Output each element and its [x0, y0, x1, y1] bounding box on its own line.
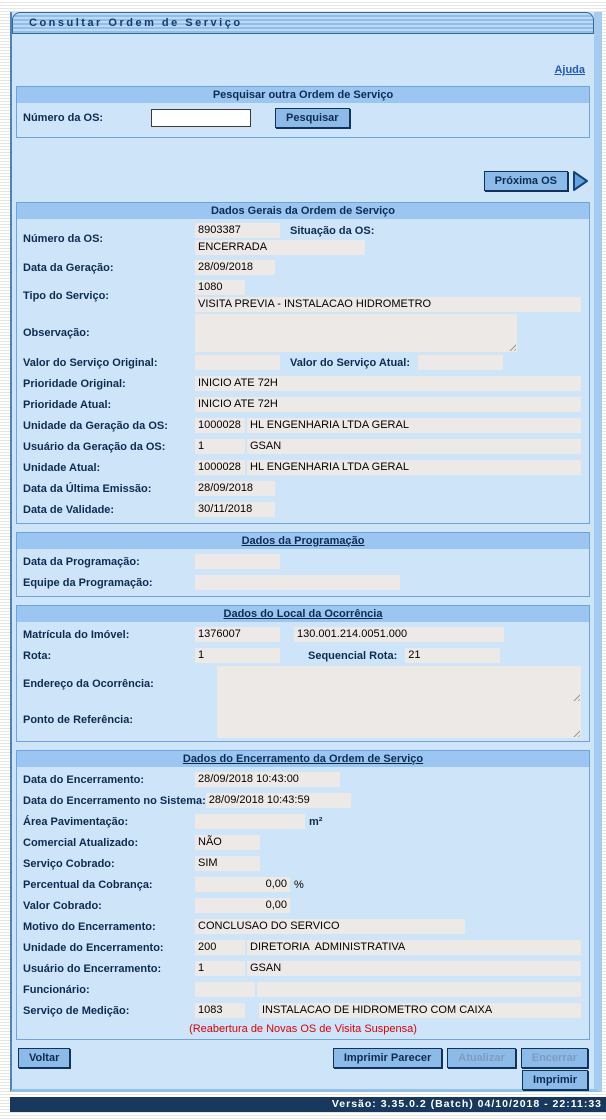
prioridade-atual-field: INICIO ATE 72H — [195, 397, 581, 412]
version-text: Versão: 3.35.0.2 (Batch) 04/10/2018 - 22:11:33 — [331, 1098, 602, 1110]
current-unit-row — [17, 457, 589, 478]
valor-cobrado-label: Valor Cobrado: — [23, 899, 102, 912]
schedule-team-row — [17, 572, 589, 593]
equipe-programacao-label: Equipe da Programação: — [23, 576, 153, 589]
servico-cobrado-label: Serviço Cobrado: — [23, 857, 115, 870]
data-encerramento-field: 28/09/2018 10:43:00 — [195, 772, 340, 787]
servico-medicao-desc-field: INSTALACAO DE HIDROMETRO COM CAIXA — [259, 1003, 581, 1018]
equipe-programacao-field — [195, 575, 400, 590]
endereco-textarea — [217, 666, 581, 702]
search-row — [17, 107, 589, 128]
charged-value-row — [17, 895, 589, 916]
page-title: Consultar Ordem de Serviço — [29, 17, 243, 29]
next-os-row — [15, 170, 589, 192]
percentual-cobranca-label: Percentual da Cobrança: — [23, 878, 153, 891]
data-encerramento-sistema-label: Data do Encerramento no Sistema: — [23, 794, 206, 807]
os-number-row — [17, 221, 589, 257]
print-opinion-button[interactable]: Imprimir Parecer — [333, 1048, 442, 1068]
tipo-servico-label: Tipo do Serviço: — [23, 290, 109, 302]
location-data-box — [16, 605, 590, 742]
next-os-arrow-icon[interactable] — [572, 170, 589, 192]
situacao-os-label: Situação da OS: — [290, 224, 375, 237]
unidade-atual-desc-field: HL ENGENHARIA LTDA GERAL — [247, 460, 581, 475]
unidade-geracao-label: Unidade da Geração da OS: — [23, 419, 168, 432]
back-button[interactable]: Voltar — [18, 1048, 70, 1068]
comercial-atualizado-field: NÃO — [195, 835, 260, 850]
data-programacao-field — [195, 554, 280, 569]
percentual-unit-label: % — [294, 878, 304, 891]
servico-medicao-label: Serviço de Medição: — [23, 1004, 130, 1017]
service-value-row — [17, 352, 589, 373]
search-box — [16, 86, 590, 138]
paving-area-row — [17, 811, 589, 832]
unidade-atual-code-field: 1000028 — [195, 460, 245, 475]
data-geracao-field: 28/09/2018 — [195, 260, 275, 275]
observacao-textarea — [195, 314, 517, 352]
servico-cobrado-field: SIM — [195, 856, 260, 871]
unidade-encerramento-desc-field: DIRETORIA ADMINISTRATIVA — [247, 940, 581, 955]
data-encerramento-sistema-field: 28/09/2018 10:43:59 — [206, 793, 351, 808]
usuario-encerramento-label: Usuário do Encerramento: — [23, 962, 162, 975]
prioridade-original-field: INICIO ATE 72H — [195, 376, 581, 391]
sequencial-rota-label: Sequencial Rota: — [308, 649, 398, 662]
update-button: Atualizar — [447, 1048, 515, 1068]
validade-label: Data de Validade: — [23, 503, 115, 516]
tipo-servico-stack — [195, 278, 583, 314]
system-closure-date-row — [17, 790, 589, 811]
situacao-os-field: ENCERRADA — [195, 240, 365, 255]
validity-date-row — [17, 499, 589, 520]
occurrence-address-row — [17, 666, 589, 702]
observacao-label: Observação: — [23, 327, 90, 339]
usuario-geracao-desc-field: GSAN — [247, 439, 581, 454]
rota-label: Rota: — [23, 649, 52, 662]
data-programacao-label: Data da Programação: — [23, 555, 140, 568]
ponto-referencia-textarea — [217, 702, 581, 738]
employee-row — [17, 979, 589, 1000]
usuario-geracao-label: Usuário da Geração da OS: — [23, 440, 166, 453]
funcionario-desc-field — [257, 982, 581, 997]
reference-point-row — [17, 702, 589, 738]
route-row — [17, 645, 589, 666]
funcionario-label: Funcionário: — [23, 983, 90, 996]
numero-os-label: Número da OS: — [23, 233, 104, 245]
closure-unit-row — [17, 937, 589, 958]
charge-percentage-row — [17, 874, 589, 895]
property-registration-row — [17, 624, 589, 645]
numero-situacao-stack — [195, 221, 583, 257]
version-footer — [10, 1097, 606, 1112]
matricula-code-field: 1376007 — [195, 627, 280, 642]
measurement-service-row — [17, 1000, 589, 1021]
matricula-label: Matrícula do Imóvel: — [23, 628, 130, 641]
motivo-encerramento-field: CONCLUSAO DO SERVICO — [195, 919, 465, 934]
valor-atual-label: Valor do Serviço Atual: — [290, 356, 411, 369]
comercial-atualizado-label: Comercial Atualizado: — [23, 836, 139, 849]
last-emission-row — [17, 478, 589, 499]
endereco-label: Endereço da Ocorrência: — [23, 678, 154, 690]
observation-row — [17, 314, 589, 352]
schedule-data-header[interactable]: Dados da Programação — [17, 533, 589, 549]
unidade-encerramento-label: Unidade do Encerramento: — [23, 941, 164, 954]
prioridade-atual-label: Prioridade Atual: — [23, 398, 112, 411]
rota-field: 1 — [195, 648, 280, 663]
prioridade-original-label: Prioridade Original: — [23, 377, 126, 390]
valor-original-label: Valor do Serviço Original: — [23, 356, 158, 369]
valor-cobrado-field: 0,00 — [195, 898, 290, 913]
ultima-emissao-field: 28/09/2018 — [195, 481, 275, 496]
motivo-encerramento-label: Motivo do Encerramento: — [23, 920, 156, 933]
schedule-data-box — [16, 532, 590, 597]
service-charged-row — [17, 853, 589, 874]
os-number-label: Número da OS: — [23, 111, 104, 124]
usuario-encerramento-desc-field: GSAN — [247, 961, 581, 976]
ultima-emissao-label: Data da Última Emissão: — [23, 482, 152, 495]
tipo-servico-code-field: 1080 — [195, 280, 245, 295]
schedule-date-row — [17, 551, 589, 572]
print-button[interactable]: Imprimir — [522, 1070, 588, 1090]
servico-medicao-code-field: 1083 — [195, 1003, 245, 1018]
percentual-cobranca-field: 0,00 — [195, 877, 290, 892]
page-content — [12, 60, 594, 1090]
os-number-input[interactable] — [151, 109, 251, 127]
window-title-bar — [12, 12, 594, 34]
funcionario-code-field — [195, 982, 255, 997]
data-encerramento-label: Data do Encerramento: — [23, 773, 145, 786]
closure-data-header[interactable]: Dados do Encerramento da Ordem de Serviço — [17, 751, 589, 767]
tipo-servico-desc-field: VISITA PREVIA - INSTALACAO HIDROMETRO — [195, 297, 581, 312]
numero-os-field: 8903387 — [195, 223, 280, 238]
area-pavimentacao-label: Área Pavimentação: — [23, 815, 129, 828]
search-box-header: Pesquisar outra Ordem de Serviço — [17, 87, 589, 103]
service-type-row — [17, 278, 589, 314]
ponto-referencia-label: Ponto de Referência: — [23, 714, 134, 726]
next-os-button[interactable]: Próxima OS — [484, 171, 568, 191]
general-data-box — [16, 202, 590, 524]
close-os-button: Encerrar — [521, 1048, 588, 1068]
validade-field: 30/11/2018 — [195, 502, 275, 517]
unidade-geracao-desc-field: HL ENGENHARIA LTDA GERAL — [247, 418, 581, 433]
usuario-geracao-code-field: 1 — [195, 439, 245, 454]
generation-date-row — [17, 257, 589, 278]
matricula-inscricao-field: 130.001.214.0051.000 — [294, 627, 504, 642]
sequencial-rota-field: 21 — [405, 648, 500, 663]
closure-reason-row — [17, 916, 589, 937]
current-priority-row — [17, 394, 589, 415]
closure-user-row — [17, 958, 589, 979]
valor-original-field — [195, 355, 280, 370]
suspension-warning-text: (Reabertura de Novas OS de Visita Suspensa) — [189, 1023, 417, 1035]
data-geracao-label: Data da Geração: — [23, 261, 114, 274]
unidade-encerramento-code-field: 200 — [195, 940, 245, 955]
unidade-atual-label: Unidade Atual: — [23, 461, 101, 474]
action-buttons-row — [18, 1048, 588, 1090]
help-row — [15, 60, 585, 74]
area-unit-label: m² — [309, 815, 323, 828]
generation-user-row — [17, 436, 589, 457]
commercial-updated-row — [17, 832, 589, 853]
help-link[interactable]: Ajuda — [554, 64, 585, 76]
usuario-encerramento-code-field: 1 — [195, 961, 245, 976]
location-data-header[interactable]: Dados do Local da Ocorrência — [17, 606, 589, 622]
area-pavimentacao-field — [195, 814, 305, 829]
generation-unit-row — [17, 415, 589, 436]
unidade-geracao-code-field: 1000028 — [195, 418, 245, 433]
general-data-header: Dados Gerais da Ordem de Serviço — [17, 203, 589, 219]
main-frame — [10, 12, 602, 1092]
closure-date-row — [17, 769, 589, 790]
search-button[interactable]: Pesquisar — [275, 108, 350, 128]
closure-data-box — [16, 750, 590, 1040]
original-priority-row — [17, 373, 589, 394]
valor-atual-field — [418, 355, 503, 370]
